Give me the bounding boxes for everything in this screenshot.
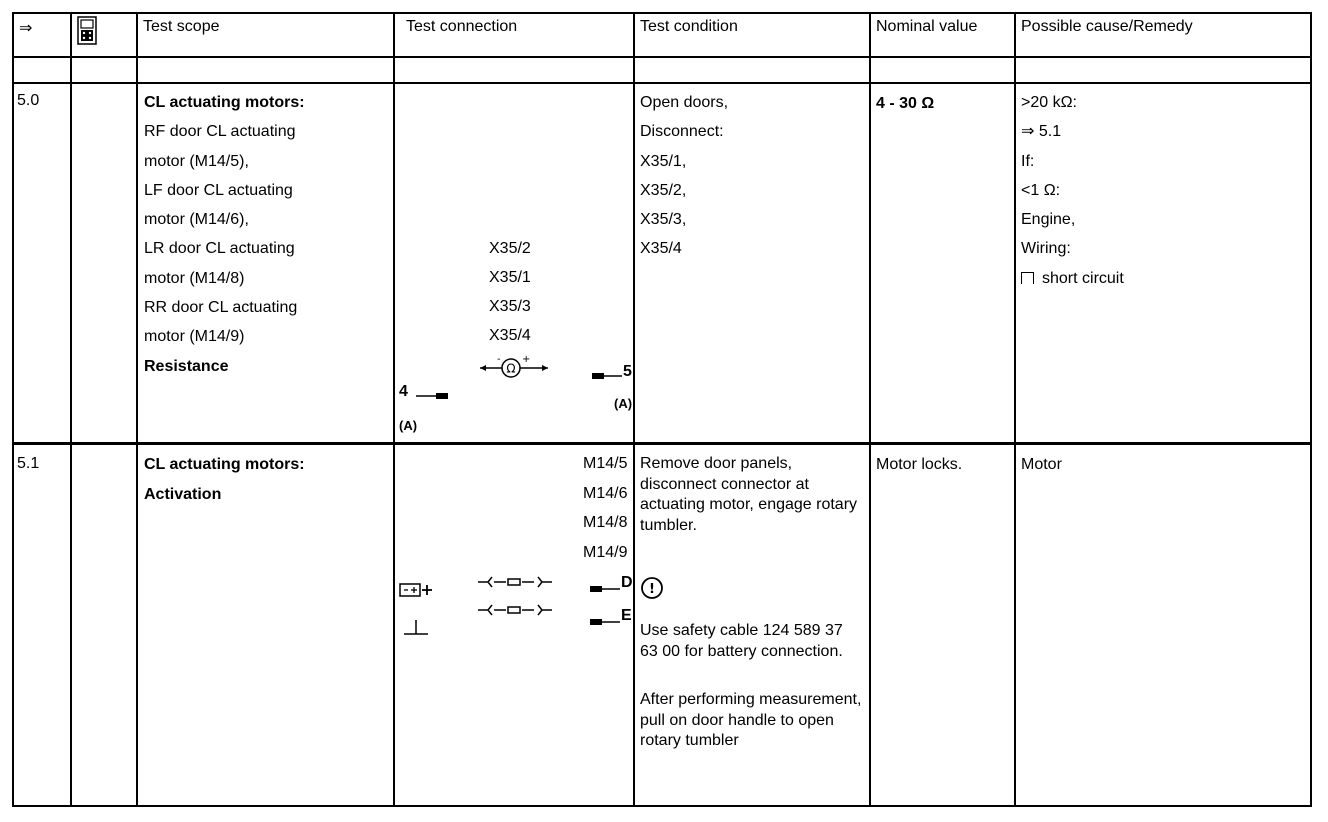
scope-line: LF door CL actuating <box>144 181 293 199</box>
connector-label: X35/3 <box>489 298 531 315</box>
scope-line: CL actuating motors: <box>144 456 305 473</box>
test-condition-header: Test condition <box>640 18 738 35</box>
test-scope-header: Test scope <box>143 18 220 35</box>
right-pin-label: 5 <box>623 363 632 380</box>
probe-lead-icon <box>590 614 620 632</box>
cause-line: <1 Ω: <box>1021 181 1061 199</box>
test-connection-header: Test connection <box>406 18 518 35</box>
ground-icon <box>402 618 430 643</box>
possible-cause-cell <box>1021 88 1124 293</box>
probe-lead-icon <box>592 368 622 386</box>
pin-label: E <box>621 607 632 624</box>
condition-block: Use safety cable 124 589 37 63 00 for battery connection. <box>640 622 843 660</box>
cable-icon <box>478 602 552 623</box>
header-rule <box>12 56 1312 58</box>
scope-line: motor (M14/9) <box>144 328 245 346</box>
motor-label: M14/9 <box>583 544 628 561</box>
svg-text:Ω: Ω <box>506 361 516 376</box>
nominal-value: Motor locks. <box>876 456 963 473</box>
battery-icon <box>399 581 435 604</box>
nominal-value: 4 - 30 Ω <box>876 95 935 112</box>
short-circuit-text: short circuit <box>1042 269 1124 287</box>
possible-cause: Motor <box>1021 456 1062 473</box>
motor-label: M14/6 <box>583 485 628 502</box>
connector-label: X35/2 <box>489 240 531 257</box>
condition-line: Disconnect: <box>640 123 724 141</box>
cause-line: >20 kΩ: <box>1021 94 1077 111</box>
right-pin-sub: (A) <box>614 396 633 411</box>
warning-icon <box>640 576 664 605</box>
connector-label: X35/1 <box>489 269 531 286</box>
condition-line: Open doors, <box>640 94 729 111</box>
svg-text:-: - <box>497 354 501 365</box>
col-divider <box>136 12 138 807</box>
possible-cause-header: Possible cause/Remedy <box>1021 18 1193 35</box>
tester-icon <box>76 16 98 51</box>
connector-label: X35/4 <box>489 327 531 344</box>
scope-line: motor (M14/8) <box>144 269 245 287</box>
condition-line: X35/2, <box>640 181 687 199</box>
scope-line: RF door CL actuating <box>144 123 296 141</box>
scope-line: Activation <box>144 486 222 504</box>
nominal-value-header: Nominal value <box>876 18 978 35</box>
cause-line: If: <box>1021 152 1035 170</box>
scope-line: Resistance <box>144 357 229 375</box>
cause-line: Engine, <box>1021 211 1076 229</box>
arrow-header: ⇒ <box>19 20 33 37</box>
cause-line <box>1021 264 1124 293</box>
condition-line: X35/3, <box>640 211 687 229</box>
motor-label: M14/8 <box>583 514 628 531</box>
condition-block: After performing measurement, pull on door handle to open rotary tumbler <box>640 691 862 749</box>
cause-line: ⇒ 5.1 <box>1021 123 1062 141</box>
cause-line: Wiring: <box>1021 240 1071 258</box>
pin-label: D <box>621 574 633 591</box>
condition-line: X35/1, <box>640 152 687 170</box>
step-number: 5.0 <box>17 92 40 109</box>
header-rule-2 <box>12 82 1312 84</box>
scope-line: CL actuating motors: <box>144 94 305 111</box>
test-scope-cell <box>144 450 305 510</box>
svg-text:+: + <box>522 354 531 365</box>
condition-line: X35/4 <box>640 240 682 258</box>
bracket-icon <box>1021 272 1034 284</box>
probe-lead-icon <box>590 581 620 599</box>
cable-icon <box>478 574 552 595</box>
col-divider <box>70 12 72 807</box>
left-pin-sub: (A) <box>399 418 418 433</box>
step-number: 5.1 <box>17 455 40 472</box>
row-divider <box>12 442 1312 445</box>
test-condition-cell <box>640 88 728 264</box>
motor-label: M14/5 <box>583 455 628 472</box>
scope-line: RR door CL actuating <box>144 299 298 317</box>
ohmmeter-icon <box>480 354 550 385</box>
col-divider <box>869 12 871 807</box>
col-divider <box>633 12 635 807</box>
test-scope-cell <box>144 88 305 381</box>
probe-lead-icon <box>416 388 450 406</box>
left-pin-label: 4 <box>399 383 408 400</box>
col-divider <box>1014 12 1016 807</box>
scope-line: LR door CL actuating <box>144 240 295 258</box>
condition-block: Remove door panels, disconnect connector at actuating motor, engage rotary tumbler. <box>640 455 858 534</box>
scope-line: motor (M14/5), <box>144 152 249 170</box>
svg-text:!: ! <box>649 582 655 597</box>
scope-line: motor (M14/6), <box>144 211 249 229</box>
col-divider <box>393 12 395 807</box>
